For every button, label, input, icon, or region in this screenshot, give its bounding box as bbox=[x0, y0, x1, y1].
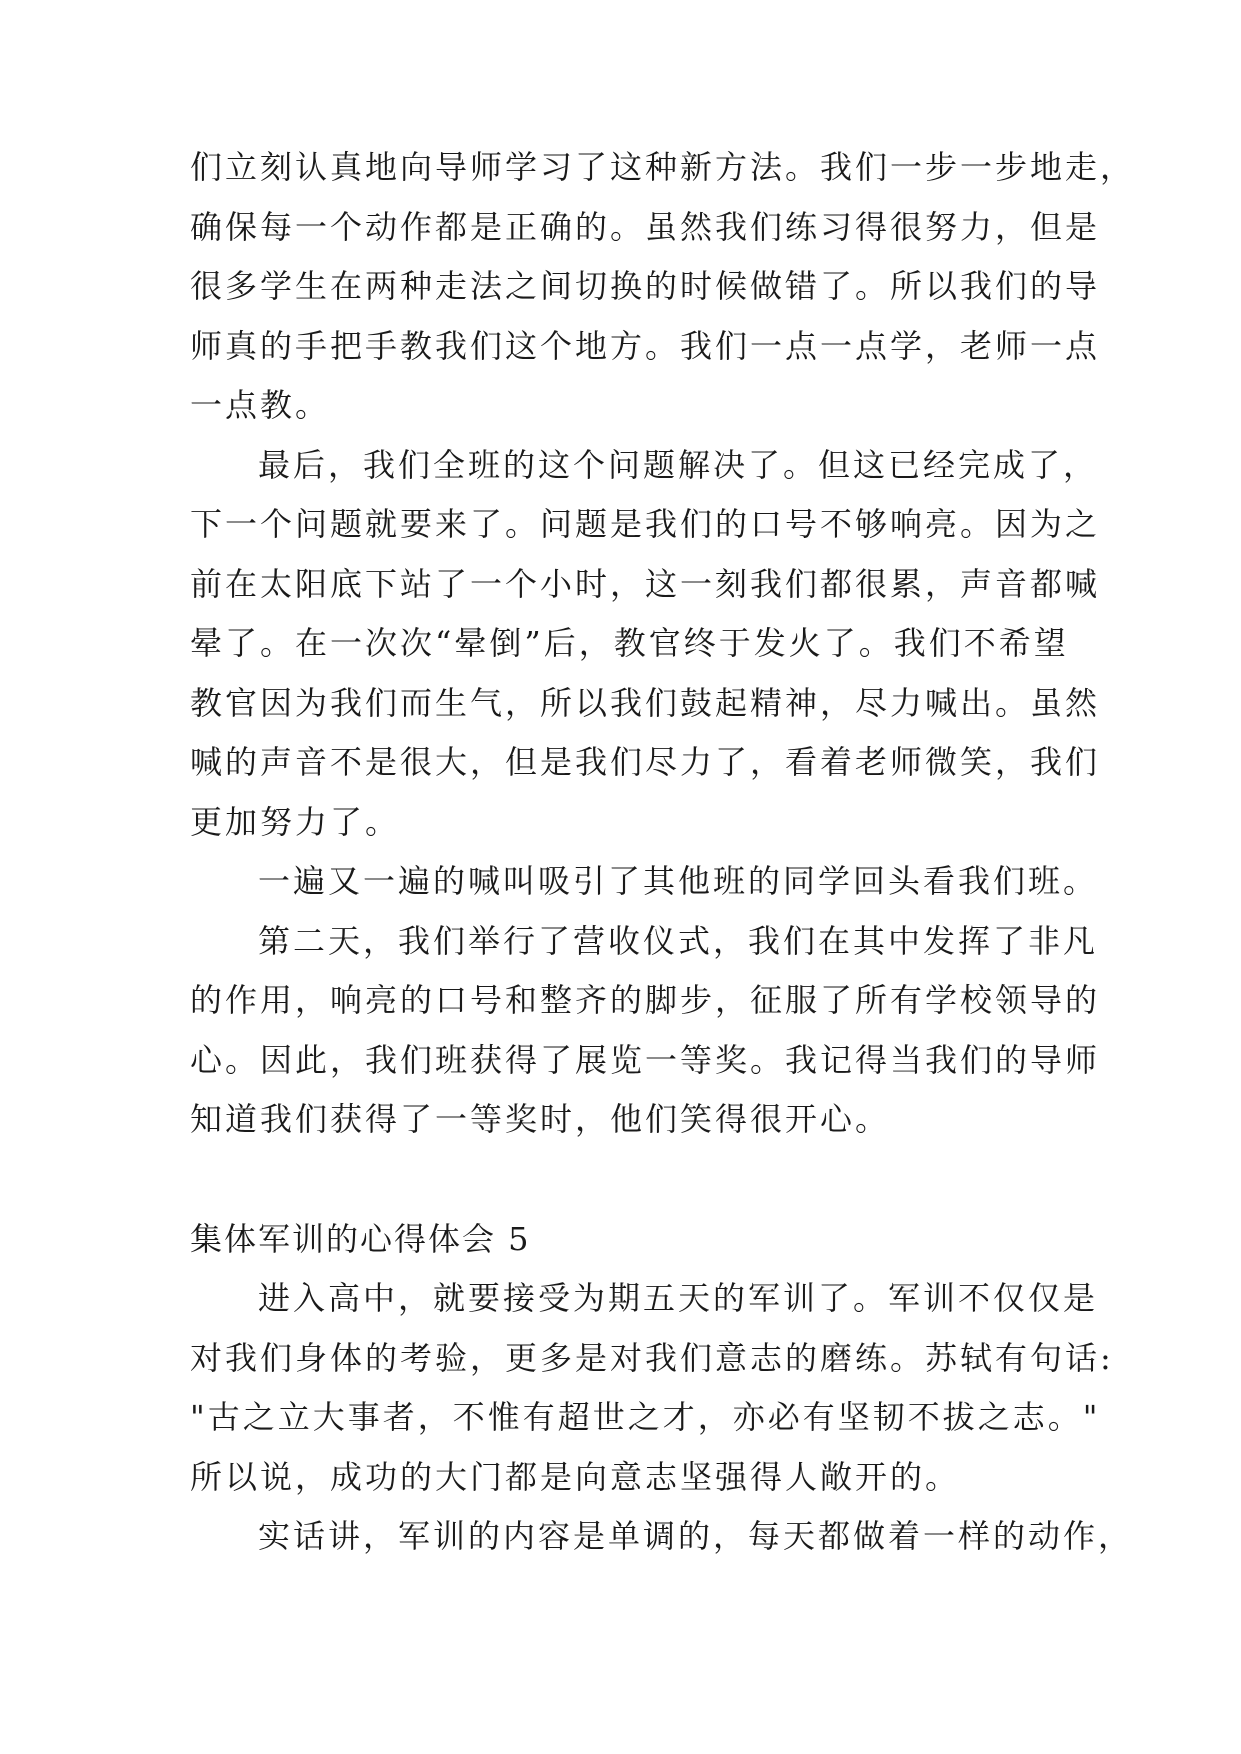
text-line: 教官因为我们而生气，所以我们鼓起精神，尽力喊出。虽然 bbox=[190, 683, 1101, 722]
text-line: 实话讲，军训的内容是单调的，每天都做着一样的动作， bbox=[258, 1517, 1134, 1555]
text-line: 晕了。在一次次“晕倒”后，教官终于发火了。我们不希望 bbox=[190, 624, 1069, 662]
text-line: 的作用，响亮的口号和整齐的脚步，征服了所有学校领导的 bbox=[190, 981, 1101, 1019]
text-line: 师真的手把手教我们这个地方。我们一点一点学，老师一点 bbox=[190, 326, 1101, 365]
text-line: 一遍又一遍的喊叫吸引了其他班的同学回头看我们班。 bbox=[258, 862, 1099, 900]
paragraph-6 bbox=[190, 1507, 1134, 1567]
text-line: 对我们身体的考验，更多是对我们意志的磨练。苏轼有句话: bbox=[190, 1338, 1114, 1377]
text-line: 知道我们获得了一等奖时，他们笑得很开心。 bbox=[190, 1100, 891, 1138]
document-body bbox=[190, 138, 1136, 1567]
paragraph-3 bbox=[190, 852, 1099, 912]
section-gap bbox=[190, 1150, 1070, 1210]
text-line: "古之立大事者，不惟有超世之才，亦必有坚韧不拔之志。" bbox=[190, 1398, 1101, 1436]
text-line: 更加努力了。 bbox=[190, 802, 401, 841]
text-line: 很多学生在两种走法之间切换的时候做错了。所以我们的导 bbox=[190, 267, 1101, 305]
text-line: 们立刻认真地向导师学习了这种新方法。我们一步一步地走， bbox=[190, 148, 1136, 186]
section-heading: 集体军训的心得体会 5 bbox=[190, 1219, 531, 1258]
text-line: 所以说，成功的大门都是向意志坚强得人敞开的。 bbox=[190, 1457, 961, 1496]
text-line: 喊的声音不是很大，但是我们尽力了，看着老师微笑，我们 bbox=[190, 743, 1101, 781]
text-line: 进入高中，就要接受为期五天的军训了。军训不仅仅是 bbox=[258, 1279, 1099, 1317]
paragraph-4 bbox=[190, 912, 1101, 1150]
text-line: 下一个问题就要来了。问题是我们的口号不够响亮。因为之 bbox=[190, 505, 1101, 543]
text-line: 最后，我们全班的这个问题解决了。但这已经完成了， bbox=[258, 445, 1099, 484]
text-line: 确保每一个动作都是正确的。虽然我们练习得很努力，但是 bbox=[190, 207, 1101, 246]
paragraph-5 bbox=[190, 1269, 1114, 1507]
text-line: 前在太阳底下站了一个小时，这一刻我们都很累，声音都喊 bbox=[190, 564, 1101, 603]
text-line: 第二天，我们举行了营收仪式，我们在其中发挥了非凡 bbox=[258, 921, 1099, 960]
paragraph-1 bbox=[190, 138, 1136, 436]
text-line: 一点教。 bbox=[190, 386, 331, 424]
paragraph-2 bbox=[190, 436, 1101, 853]
text-line: 心。因此，我们班获得了展览一等奖。我记得当我们的导师 bbox=[190, 1040, 1101, 1079]
